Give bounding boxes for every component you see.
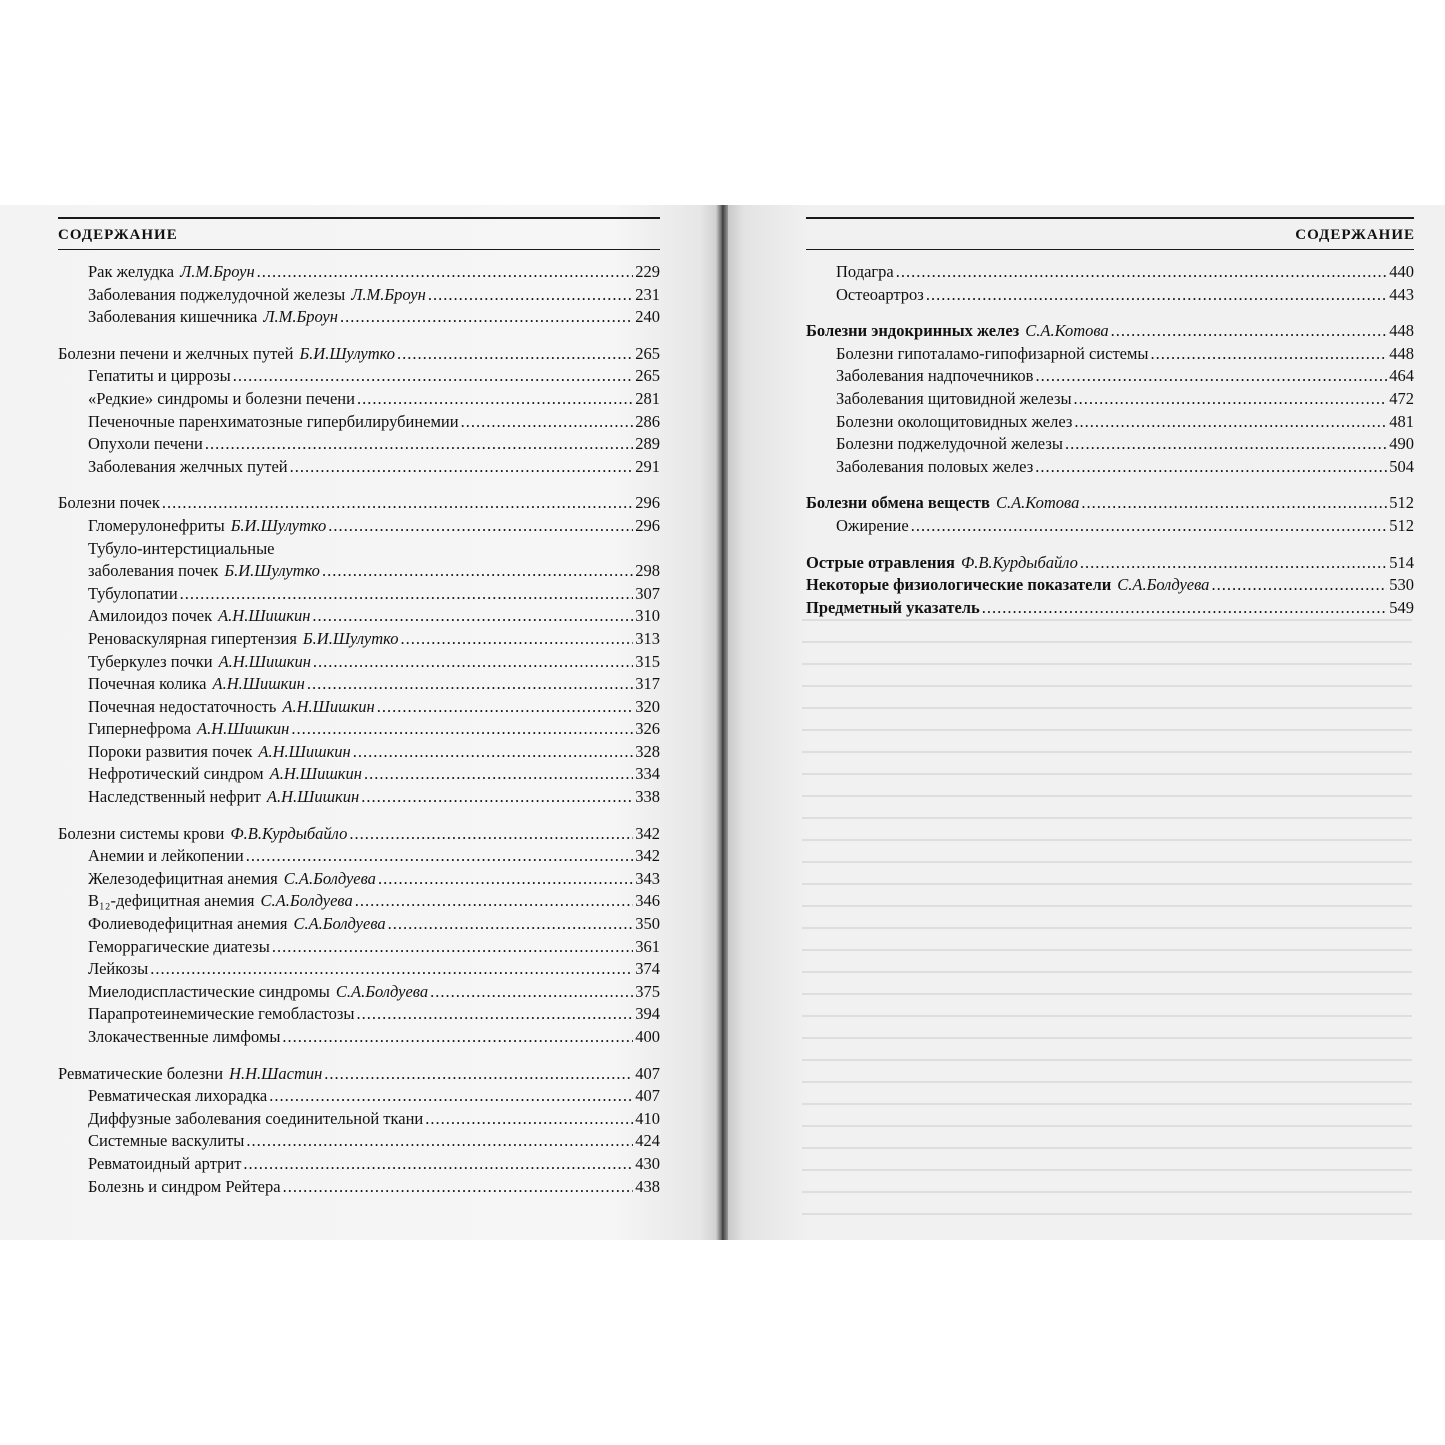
toc-entry — [806, 284, 1414, 307]
toc-entry-title: Фолиеводефицитная анемия — [88, 914, 288, 934]
toc-entry-title: Пороки развития почек — [88, 741, 253, 761]
dot-leader — [1035, 365, 1387, 388]
dot-leader — [328, 515, 633, 538]
right-running-header: СОДЕРЖАНИЕ — [1295, 227, 1415, 243]
toc-entry — [58, 583, 660, 606]
toc-entry — [58, 890, 660, 913]
toc-entry-page-number: 317 — [635, 674, 660, 694]
toc-entry-page-number: 231 — [635, 284, 660, 304]
toc-entry-page-number: 514 — [1389, 552, 1414, 572]
dot-leader — [243, 1153, 633, 1176]
dot-leader — [205, 433, 633, 456]
toc-entry — [806, 343, 1414, 366]
toc-entry-author: Б.И.Шулутко — [224, 561, 320, 581]
dot-leader — [425, 1108, 633, 1131]
dot-leader — [1080, 552, 1387, 575]
toc-entry-author: А.Н.Шишкин — [197, 719, 290, 739]
toc-entry-page-number: 443 — [1389, 284, 1414, 304]
dot-leader — [340, 306, 633, 329]
toc-entry-title: Заболевания кишечника — [88, 307, 258, 327]
toc-entry-title: Анемии и лейкопении — [88, 846, 244, 866]
toc-entry-title: Болезнь и синдром Рейтера — [88, 1176, 281, 1196]
header-rule-bottom — [806, 249, 1414, 250]
toc-entry-title: Почечная колика — [88, 674, 207, 694]
toc-entry-title: Миелодиспластические синдромы — [88, 981, 330, 1001]
dot-leader — [291, 718, 633, 741]
toc-entry-author: С.А.Болдуева — [293, 914, 386, 934]
toc-entry-page-number: 240 — [635, 307, 660, 327]
toc-entry-page-number: 342 — [635, 846, 660, 866]
toc-entry-page-number: 512 — [1389, 515, 1414, 535]
toc-entry — [806, 515, 1414, 538]
toc-entry-title: Болезни эндокринных желез — [806, 321, 1020, 341]
toc-entry — [806, 365, 1414, 388]
toc-entry-title: Остеоартроз — [836, 284, 924, 304]
toc-entry-title: Рак желудка — [88, 262, 175, 281]
toc-chapter-entry — [58, 492, 660, 515]
toc-entry-author: Ф.В.Курдыбайло — [230, 823, 348, 843]
toc-entry-title: Лейкозы — [88, 959, 149, 979]
dot-leader — [246, 1130, 633, 1153]
toc-entry-page-number: 448 — [1389, 343, 1414, 363]
toc-entry-page-number: 291 — [635, 456, 660, 476]
toc-entry — [58, 515, 660, 538]
toc-entry-title: Болезни поджелудочной железы — [836, 434, 1063, 454]
dot-leader — [150, 958, 633, 981]
toc-entry — [58, 538, 660, 561]
toc-entry — [58, 718, 660, 741]
dot-leader — [257, 261, 634, 284]
toc-entry-page-number: 374 — [635, 959, 660, 979]
toc-entry-title: Болезни гипоталамо-гипофизарной системы — [836, 343, 1149, 363]
toc-entry-title: Гипернефрома — [88, 719, 192, 739]
toc-entry — [58, 560, 660, 583]
toc-entry-page-number: 440 — [1389, 262, 1414, 281]
toc-entry-page-number: 430 — [635, 1153, 660, 1173]
show-through-text — [802, 605, 1412, 1225]
toc-entry — [806, 411, 1414, 434]
toc-entry-title: Острые отравления — [806, 552, 955, 572]
toc-entry-author: С.А.Котова — [1025, 321, 1109, 341]
toc-entry-title: Железодефицитная анемия — [88, 868, 278, 888]
dot-leader — [272, 936, 633, 959]
toc-entry — [58, 845, 660, 868]
toc-entry-author: А.Н.Шишкин — [212, 674, 305, 694]
book-gutter — [716, 205, 728, 1240]
toc-entry — [58, 433, 660, 456]
toc-entry-author: А.Н.Шишкин — [258, 741, 351, 761]
toc-entry — [58, 1176, 660, 1199]
dot-leader — [1065, 433, 1387, 456]
toc-entry — [806, 261, 1414, 284]
toc-entry — [58, 1026, 660, 1049]
toc-entry-author: С.А.Болдуева — [335, 981, 429, 1001]
dot-leader — [397, 343, 633, 366]
toc-entry — [58, 365, 660, 388]
toc-entry — [58, 1153, 660, 1176]
toc-chapter-entry — [58, 823, 660, 846]
toc-entry — [806, 433, 1414, 456]
header-rule-top — [58, 217, 660, 219]
toc-entry — [58, 411, 660, 434]
toc-entry-title: Наследственный нефрит — [88, 787, 261, 807]
toc-entry-author: А.Н.Шишкин — [269, 764, 362, 784]
toc-entry-title: заболевания почек — [88, 561, 219, 581]
toc-entry — [58, 1085, 660, 1108]
toc-entry-title: Реноваскулярная гипертензия — [88, 628, 297, 648]
dot-leader — [282, 1026, 633, 1049]
toc-entry-title: Парапротеинемические гемобластозы — [88, 1004, 355, 1024]
dot-leader — [353, 741, 634, 764]
dot-leader — [312, 605, 633, 628]
toc-entry-title: Ожирение — [836, 515, 909, 535]
toc-entry-page-number: 265 — [635, 343, 660, 363]
toc-entry-author: Б.И.Шулутко — [302, 628, 399, 648]
dot-leader — [1074, 388, 1388, 411]
toc-entry-page-number: 472 — [1389, 388, 1414, 408]
toc-entry — [58, 936, 660, 959]
dot-leader — [180, 583, 634, 606]
toc-entry-page-number: 343 — [635, 868, 660, 888]
toc-entry-title: Ревматоидный артрит — [88, 1153, 242, 1173]
toc-entry-page-number: 326 — [635, 719, 660, 739]
toc-entry-page-number: 265 — [635, 366, 660, 386]
toc-entry-title: Заболевания надпочечников — [836, 366, 1034, 386]
toc-entry-title: Печеночные паренхиматозные гипербилирубинемии — [88, 411, 459, 431]
dot-leader — [926, 284, 1387, 307]
toc-entry — [58, 696, 660, 719]
toc-entry-title: Злокачественные лимфомы — [88, 1027, 281, 1046]
toc-entry-title: Почечная недостаточность — [88, 696, 277, 716]
toc-entry-title: «Редкие» синдромы и болезни печени — [88, 388, 355, 408]
toc-entry — [58, 763, 660, 786]
toc-entry-title: Предметный указатель — [806, 597, 980, 617]
dot-leader — [324, 1063, 633, 1086]
dot-leader — [313, 651, 633, 674]
right-toc — [806, 261, 1414, 619]
toc-entry-title: Геморрагические диатезы — [88, 936, 270, 956]
toc-entry-title: Опухоли печени — [88, 434, 203, 454]
left-toc — [58, 261, 660, 1198]
toc-entry-title: Ревматические болезни — [58, 1063, 224, 1083]
toc-entry-page-number: 310 — [635, 606, 660, 626]
toc-entry-title: Заболевания половых желез — [836, 456, 1034, 476]
toc-entry-title: Тубулопатии — [88, 583, 178, 603]
toc-entry-author: Л.М.Броун — [263, 307, 338, 327]
toc-entry-page-number: 424 — [635, 1131, 660, 1151]
toc-entry — [58, 306, 660, 329]
toc-entry-page-number: 350 — [635, 914, 660, 934]
dot-leader — [357, 388, 633, 411]
dot-leader — [461, 411, 634, 434]
toc-entry-title: Болезни обмена веществ — [806, 493, 990, 513]
toc-entry-page-number: 296 — [635, 515, 660, 535]
toc-entry — [58, 741, 660, 764]
toc-entry-page-number: 504 — [1389, 456, 1414, 476]
toc-entry-title: Системные васкулиты — [88, 1131, 245, 1151]
toc-entry-page-number: 361 — [635, 936, 660, 956]
toc-entry-title: Заболевания поджелудочной железы — [88, 284, 346, 304]
dot-leader — [361, 786, 633, 809]
toc-entry-author: Л.М.Броун — [351, 284, 426, 304]
toc-entry-page-number: 410 — [635, 1108, 660, 1128]
toc-entry-title: Подагра — [836, 262, 894, 281]
toc-entry-page-number: 400 — [635, 1027, 660, 1046]
toc-entry-author: А.Н.Шишкин — [282, 696, 375, 716]
toc-entry-author: С.А.Котова — [995, 493, 1080, 513]
toc-entry-author: С.А.Болдуева — [1117, 575, 1210, 595]
toc-entry-page-number: 394 — [635, 1004, 660, 1024]
dot-leader — [428, 284, 633, 307]
toc-entry-page-number: 307 — [635, 583, 660, 603]
toc-entry-page-number: 464 — [1389, 366, 1414, 386]
dot-leader — [162, 492, 633, 515]
toc-entry-page-number: 296 — [635, 493, 660, 513]
toc-entry-author: Б.И.Шулутко — [230, 515, 327, 535]
toc-entry — [806, 456, 1414, 479]
book-spread — [0, 205, 1445, 1240]
toc-entry-title: Гепатиты и циррозы — [88, 366, 231, 386]
toc-entry — [58, 981, 660, 1004]
dot-leader — [349, 823, 633, 846]
toc-entry — [58, 651, 660, 674]
toc-entry-title: Некоторые физиологические показатели — [806, 575, 1112, 595]
toc-entry — [58, 1108, 660, 1131]
toc-chapter-entry — [806, 552, 1414, 575]
dot-leader — [355, 890, 634, 913]
toc-entry-page-number: 375 — [635, 981, 660, 1001]
toc-entry-page-number: 334 — [635, 764, 660, 784]
toc-entry — [58, 605, 660, 628]
toc-entry — [58, 868, 660, 891]
toc-entry-author: Н.Н.Шастин — [229, 1063, 323, 1083]
toc-entry — [58, 786, 660, 809]
toc-entry-author: Ф.В.Курдыбайло — [960, 552, 1078, 572]
toc-entry-page-number: 289 — [635, 434, 660, 454]
dot-leader — [896, 261, 1388, 284]
toc-entry-page-number: 481 — [1389, 411, 1414, 431]
dot-leader — [430, 981, 633, 1004]
toc-entry — [58, 958, 660, 981]
toc-entry-title: Ревматическая лихорадка — [88, 1086, 268, 1106]
toc-entry-author: А.Н.Шишкин — [218, 606, 311, 626]
dot-leader — [1081, 492, 1387, 515]
dot-leader — [307, 673, 633, 696]
toc-entry-author: Б.И.Шулутко — [299, 343, 395, 363]
toc-entry-page-number: 438 — [635, 1176, 660, 1196]
toc-entry-author: А.Н.Шишкин — [266, 787, 360, 807]
dot-leader — [1151, 343, 1388, 366]
dot-leader — [388, 913, 634, 936]
toc-entry — [58, 284, 660, 307]
dot-leader — [1074, 411, 1387, 434]
toc-entry-page-number: 328 — [635, 741, 660, 761]
toc-entry — [58, 1003, 660, 1026]
left-running-header: СОДЕРЖАНИЕ — [58, 227, 178, 243]
toc-entry-page-number: 313 — [635, 628, 660, 648]
toc-entry-page-number: 281 — [635, 388, 660, 408]
toc-entry-title: Диффузные заболевания соединительной ткани — [88, 1108, 424, 1128]
toc-entry — [58, 673, 660, 696]
toc-entry-title: Туберкулез почки — [88, 651, 213, 671]
toc-entry-page-number: 407 — [635, 1063, 660, 1083]
dot-leader — [364, 763, 633, 786]
toc-entry — [58, 388, 660, 411]
dot-leader — [356, 1003, 633, 1026]
toc-chapter-entry — [58, 343, 660, 366]
toc-entry-page-number: 512 — [1389, 493, 1414, 513]
toc-chapter-entry — [806, 320, 1414, 343]
dot-leader — [1211, 574, 1387, 597]
toc-chapter-entry — [806, 574, 1414, 597]
dot-leader — [1035, 456, 1387, 479]
toc-entry-title: Тубуло-интерстициальные — [88, 538, 275, 558]
toc-entry — [58, 261, 660, 284]
toc-entry-title: Амилоидоз почек — [88, 606, 213, 626]
toc-entry — [806, 388, 1414, 411]
dot-leader — [1111, 320, 1388, 343]
toc-chapter-entry — [58, 1063, 660, 1086]
dot-leader — [377, 696, 634, 719]
toc-entry-page-number: 490 — [1389, 434, 1414, 454]
toc-entry-title: Болезни околощитовидных желез — [836, 411, 1073, 431]
header-rule-bottom — [58, 249, 660, 250]
toc-entry-author: Л.М.Броун — [180, 262, 255, 281]
toc-entry-page-number: 338 — [635, 787, 660, 807]
toc-entry-author: А.Н.Шишкин — [218, 651, 311, 671]
toc-entry-title: Болезни почек — [58, 493, 160, 513]
header-rule-top — [806, 217, 1414, 219]
toc-entry-page-number: 448 — [1389, 321, 1414, 341]
toc-entry-title: Заболевания желчных путей — [88, 456, 288, 476]
toc-entry-title: Нефротический синдром — [88, 764, 264, 784]
toc-entry-page-number: 342 — [635, 823, 660, 843]
toc-entry-page-number: 346 — [635, 891, 660, 911]
toc-entry-page-number: 315 — [635, 651, 660, 671]
toc-entry-title: B₁₂-дефицитная анемия — [88, 891, 255, 911]
toc-entry — [58, 913, 660, 936]
dot-leader — [269, 1085, 633, 1108]
toc-entry-page-number: 229 — [635, 262, 660, 281]
toc-entry-page-number: 320 — [635, 696, 660, 716]
toc-chapter-entry — [806, 492, 1414, 515]
dot-leader — [283, 1176, 634, 1199]
toc-entry-page-number: 530 — [1389, 575, 1414, 595]
toc-entry — [58, 628, 660, 651]
dot-leader — [378, 868, 633, 891]
toc-entry-page-number: 286 — [635, 411, 660, 431]
dot-leader — [322, 560, 633, 583]
toc-entry-page-number: 298 — [635, 561, 660, 581]
toc-entry-title: Заболевания щитовидной железы — [836, 388, 1072, 408]
dot-leader — [246, 845, 634, 868]
dot-leader — [290, 456, 634, 479]
toc-entry-page-number: 407 — [635, 1086, 660, 1106]
dot-leader — [233, 365, 633, 388]
toc-entry-title: Болезни печени и желчных путей — [58, 343, 294, 363]
toc-entry — [58, 1130, 660, 1153]
toc-entry-title: Болезни системы крови — [58, 823, 225, 843]
dot-leader — [400, 628, 633, 651]
toc-entry-author: С.А.Болдуева — [283, 868, 376, 888]
toc-entry-author: С.А.Болдуева — [260, 891, 353, 911]
left-page — [0, 205, 722, 1240]
toc-entry — [58, 456, 660, 479]
dot-leader — [911, 515, 1388, 538]
toc-entry-title: Гломерулонефриты — [88, 515, 225, 535]
toc-entry-page-number: 549 — [1389, 597, 1414, 617]
